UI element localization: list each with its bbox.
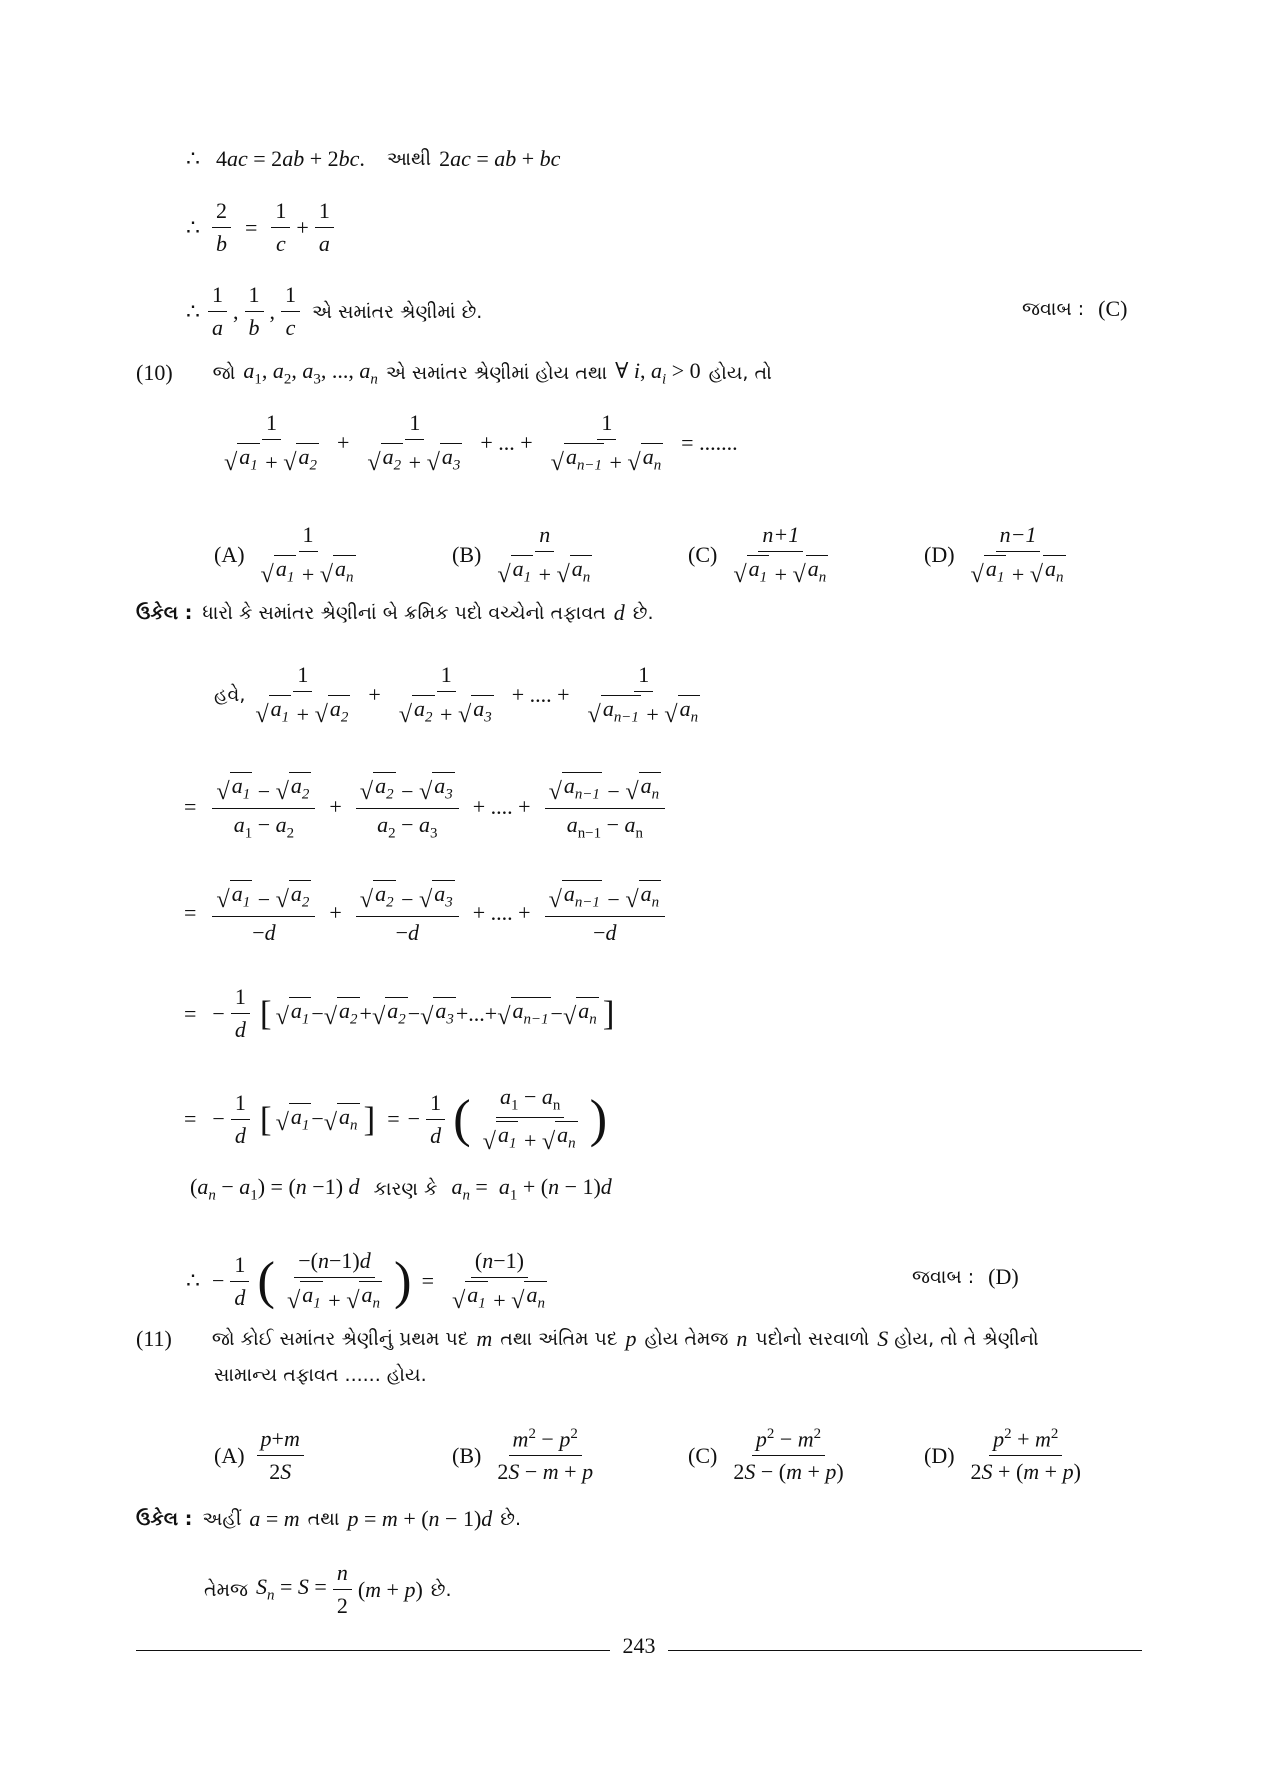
gujarati-statement: એ સમાંતર શ્રેણીમાં છે. — [312, 300, 483, 323]
solution-10-intro: ઉકેલ : ધારો કે સમાંતર શ્રેણીનાં બે ક્રમિક પદો વચ્ચેનો તફાવત d છે. — [136, 600, 654, 625]
gujarati-hence: આથી — [386, 148, 432, 170]
q10-option-a[interactable]: (A) 1 √ $a_1$ + √ $a_n$ — [214, 522, 354, 589]
question-11: (11) જો કોઈ સમાંતર શ્રેણીનું પ્રથમ પદ m તથા અંતિમ પદ p હોય તેમજ n પદોનો સરવાળો S હોય, તો તે શ્રેણીનો — [136, 1326, 1039, 1351]
therefore-symbol: ∴ — [186, 146, 200, 171]
q10-option-d[interactable]: (D) n−1 √ $a_1$ + √ $a_n$ — [924, 522, 1064, 589]
sol10-step-7: ∴ − $\frac{1}{d}$ ( −(n−1)d √ $a_1$ + √ $a_n$ ) = (n−1) √ $a_1$ + √ $a_n$ — [186, 1248, 545, 1315]
answer-q10: જવાબ : (D) — [912, 1264, 1019, 1289]
q11-option-a[interactable]: (A) $\frac{p+m}{2S}$ — [214, 1426, 310, 1485]
question-number: (10) — [136, 360, 173, 386]
question-11-line-2: સામાન્ય તફાવત ...... હોય. — [214, 1364, 427, 1386]
page-number: 243 — [622, 1633, 656, 1658]
sol10-step-5: = − $\frac{1}{d}$ [ √ $a_1$ − √ $a_n$ ] = − $\frac{1}{d}$ ( $a_1 - a_n$ √ $a_1$ + √ $a_n$ ) — [184, 1084, 608, 1155]
eq-line-3: ∴ $\frac{1}{a}$ , $\frac{1}{b}$ , $\frac{1}{c}$ એ સમાંતર શ્રેણીમાં છે. — [186, 282, 483, 340]
sol10-step-3: = √ $a_1$ − √ $a_2$ −d + √ $a_2$ − √ $a_3$ −d + .... + √ $a_{n-1}$ − √ $a_n$ −d — [184, 880, 671, 946]
q10-option-b[interactable]: (B) n √ $a_1$ + √ $a_n$ — [452, 522, 591, 589]
question-number: (11) — [136, 1326, 172, 1351]
q11-option-d[interactable]: (D) $\frac{p^2 + m^2}{2S + (m + p)}$ — [924, 1426, 1081, 1485]
sol10-step-2: = √ $a_1$ − √ $a_2$ $a_1 - a_2$ + √ $a_2$ − √ $a_3$ $a_2 - a_3$ + .... + √ $a_{n-1}$ − √ $a_n$ $a_{n-1} - a_n$ — [184, 772, 671, 843]
sol10-step-4: = − $\frac{1}{d}$ [ √ $a_1$ − √ $a_2$ + √ $a_2$ − √ $a_3$ +...+ √ $a_{n-1}$ − √ $a_n$ ] — [184, 984, 615, 1042]
q10-option-c[interactable]: (C) n+1 √ $a_1$ + √ $a_n$ — [688, 522, 827, 589]
eq-line-1: ∴ 4ac = 2ab + 2bc. આથી 2ac = ab + bc — [186, 146, 561, 171]
sol10-step-1: હવે, 1 √ $a_1$ + √ $a_2$ + 1 √ $a_2$ + √ $a_3$ + .... + 1 √ $a_{n-1}$ + √ $a_n$ — [214, 662, 699, 729]
solution-11-line-2: તેમજ $S_n = S$ = $\frac{n}{2}$ (m + p) છે. — [204, 1560, 452, 1618]
q11-option-c[interactable]: (C) $\frac{p^2 - m^2}{2S - (m + p)}$ — [688, 1426, 844, 1485]
sol10-step-6: $(a_n - a_1) = (n -1)$ d કારણ કે $a_n = a_1 + (n - 1)d$ — [190, 1174, 612, 1204]
eq-line-2: ∴ $\frac{2}{b}$ = $\frac{1}{c}$ + $\frac{1}{a}$ — [186, 198, 340, 257]
answer-q9: જવાબ : (C) — [1022, 296, 1128, 321]
solution-11-line-1: ઉકેલ : અહીં a = m તથા p = m + (n − 1)d છે. — [136, 1506, 522, 1531]
q10-series: 1 √ $a_1$ + √ $a_2$ + 1 √ $a_2$ + √ $a_3$ + ... + 1 √ $a_{n-1}$ + √ $a_n$ = ....... — [224, 410, 738, 477]
question-10: (10) જો $a_1$, $a_2$, $a_3$, ..., $a_n$ એ સમાંતર શ્રેણીમાં હોય તથા ∀ i, $a_i > 0$ હોય, તો — [136, 358, 772, 388]
q11-option-b[interactable]: (B) $\frac{m^2 - p^2}{2S - m + p}$ — [452, 1426, 594, 1485]
